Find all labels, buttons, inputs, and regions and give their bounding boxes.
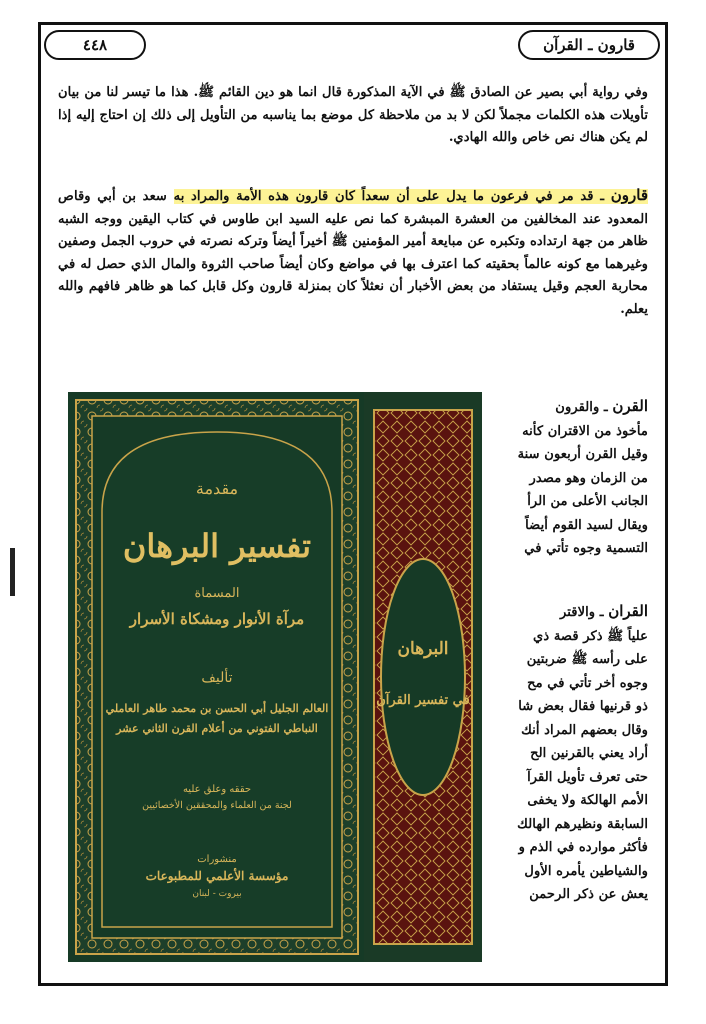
entry-term-qarun: قارون bbox=[610, 186, 648, 204]
page-header bbox=[44, 30, 660, 64]
page-title: قارون ـ القرآن bbox=[518, 30, 660, 60]
spine-medallion bbox=[381, 559, 465, 795]
paragraph-2 bbox=[58, 184, 648, 321]
cover-title: تفسير البرهان bbox=[122, 527, 312, 565]
cover-publisher: مؤسسة الأعلمي للمطبوعات bbox=[145, 869, 289, 883]
column-line: وقيل القرن أربعون سنة bbox=[517, 447, 648, 462]
right-column-qarn bbox=[488, 395, 648, 561]
paragraph-2-text: سعد بن أبي وقاص المعدود عند المخالفين من العشرة المبشرة كما نص عليه السيد ابن طاوس في كتاب اليقين ووجه الشبه ظاهر من جهة ارتداده وتكبره عن مبايعة أمير المؤمنين ﷺ أخيراً أيضاً وتركه نصرته في حروب الجمل وصفين وغيرهما مع كونه عالماً بحقيته كما اعترف بها في مواضع وكان أيضاً صاحب الثروة والمال الذي حصل له في محاربة العجم وقيل يستفاد من بعض الأخبار أن نعثلاً كان بمنزلة قارون وكل قابل كما هو ظاهر فافهم والله يعلم. bbox=[58, 189, 648, 317]
paragraph-1-text: وفي رواية أبي بصير عن الصادق ﷺ في الآية المذكورة قال انما هو دين القائم ﷺ. هذا ما تيسر لنا من بيان تأويلات هذه الكلمات مجملاً لكن لا بد من ملاحظة كل موضع بما يناسبه من التأويل إلى ذلك إن احتاج إليه إذا لم يكن هناك نص خاص والله الهادي. bbox=[58, 85, 648, 145]
entry-term: القرن bbox=[612, 397, 648, 415]
cover-named: المسماة bbox=[194, 586, 240, 601]
column-line: من الزمان وهو مصدر bbox=[529, 470, 648, 486]
cover-top-label: مقدمة bbox=[195, 479, 239, 498]
cover-by: تأليف bbox=[201, 670, 233, 686]
cover-publisher-label: منشورات bbox=[197, 854, 237, 865]
highlighted-text bbox=[173, 186, 648, 204]
column-line: يعش عن ذكر الرحمن bbox=[529, 887, 648, 902]
column-line: علياً ﷺ ذكر قصة ذي bbox=[533, 628, 648, 644]
paragraph-1 bbox=[58, 82, 648, 150]
cover-subtitle: مرآة الأنوار ومشكاة الأسرار bbox=[129, 610, 305, 628]
column-line: ذو قرنيها فقال بعض شا bbox=[518, 699, 648, 714]
spine-title-1: البرهان bbox=[397, 639, 449, 659]
column-line: على رأسه ﷺ ضربتين bbox=[526, 652, 648, 667]
cover-editor-line: لجنة من العلماء والمحققين الأخصائيين bbox=[142, 800, 292, 811]
cover-city: بيروت - لبنان bbox=[192, 889, 242, 899]
column-line: وجوه أخر تأتي في مح bbox=[527, 675, 648, 691]
column-line: السابقة ونظيرهم الهالك bbox=[517, 816, 648, 832]
column-line: القرن ـ والقرون bbox=[555, 397, 648, 415]
right-column-quran bbox=[488, 600, 648, 907]
column-line: فأكثر موارده في الذم و bbox=[518, 840, 648, 855]
cover-author-2: النباطي الفتوني من أعلام القرن الثاني عشر bbox=[116, 722, 318, 735]
highlighted-sentence: ـ قد مر في فرعون ما يدل على أن سعداً كان قارون هذه الأمة والمراد به bbox=[173, 189, 611, 204]
column-line: مأخوذ من الاقتران كأنه bbox=[522, 423, 648, 439]
column-line: التسمية وجوه تأتي في bbox=[524, 541, 648, 556]
column-line: الأمم الهالكة ولا يخفى bbox=[527, 793, 648, 808]
page-number: ٤٤٨ bbox=[44, 30, 146, 60]
book-cover-image bbox=[68, 392, 482, 962]
column-line: الجانب الأعلى من الرأ bbox=[527, 494, 648, 509]
spine-title-2: في تفسير القرآن bbox=[376, 693, 470, 708]
scan-edge-mark bbox=[10, 548, 15, 596]
cover-author-1: العالم الجليل أبي الحسن بن محمد طاهر العاملي bbox=[105, 702, 329, 715]
cover-editor: حققه وعلق عليه bbox=[182, 784, 252, 795]
column-line: وقال بعضهم المراد أنك bbox=[521, 722, 648, 738]
column-line: ويقال لسيد القوم أيضاً bbox=[525, 517, 648, 533]
column-line: أراد يعني بالقرنين الح bbox=[530, 746, 648, 761]
column-line: القران ـ والاقتر bbox=[560, 602, 648, 620]
column-line: حتى تعرف تأويل القرآ bbox=[527, 769, 648, 785]
column-line: والشياطين يأمره الأول bbox=[524, 863, 648, 879]
entry-term: القران bbox=[608, 602, 648, 620]
